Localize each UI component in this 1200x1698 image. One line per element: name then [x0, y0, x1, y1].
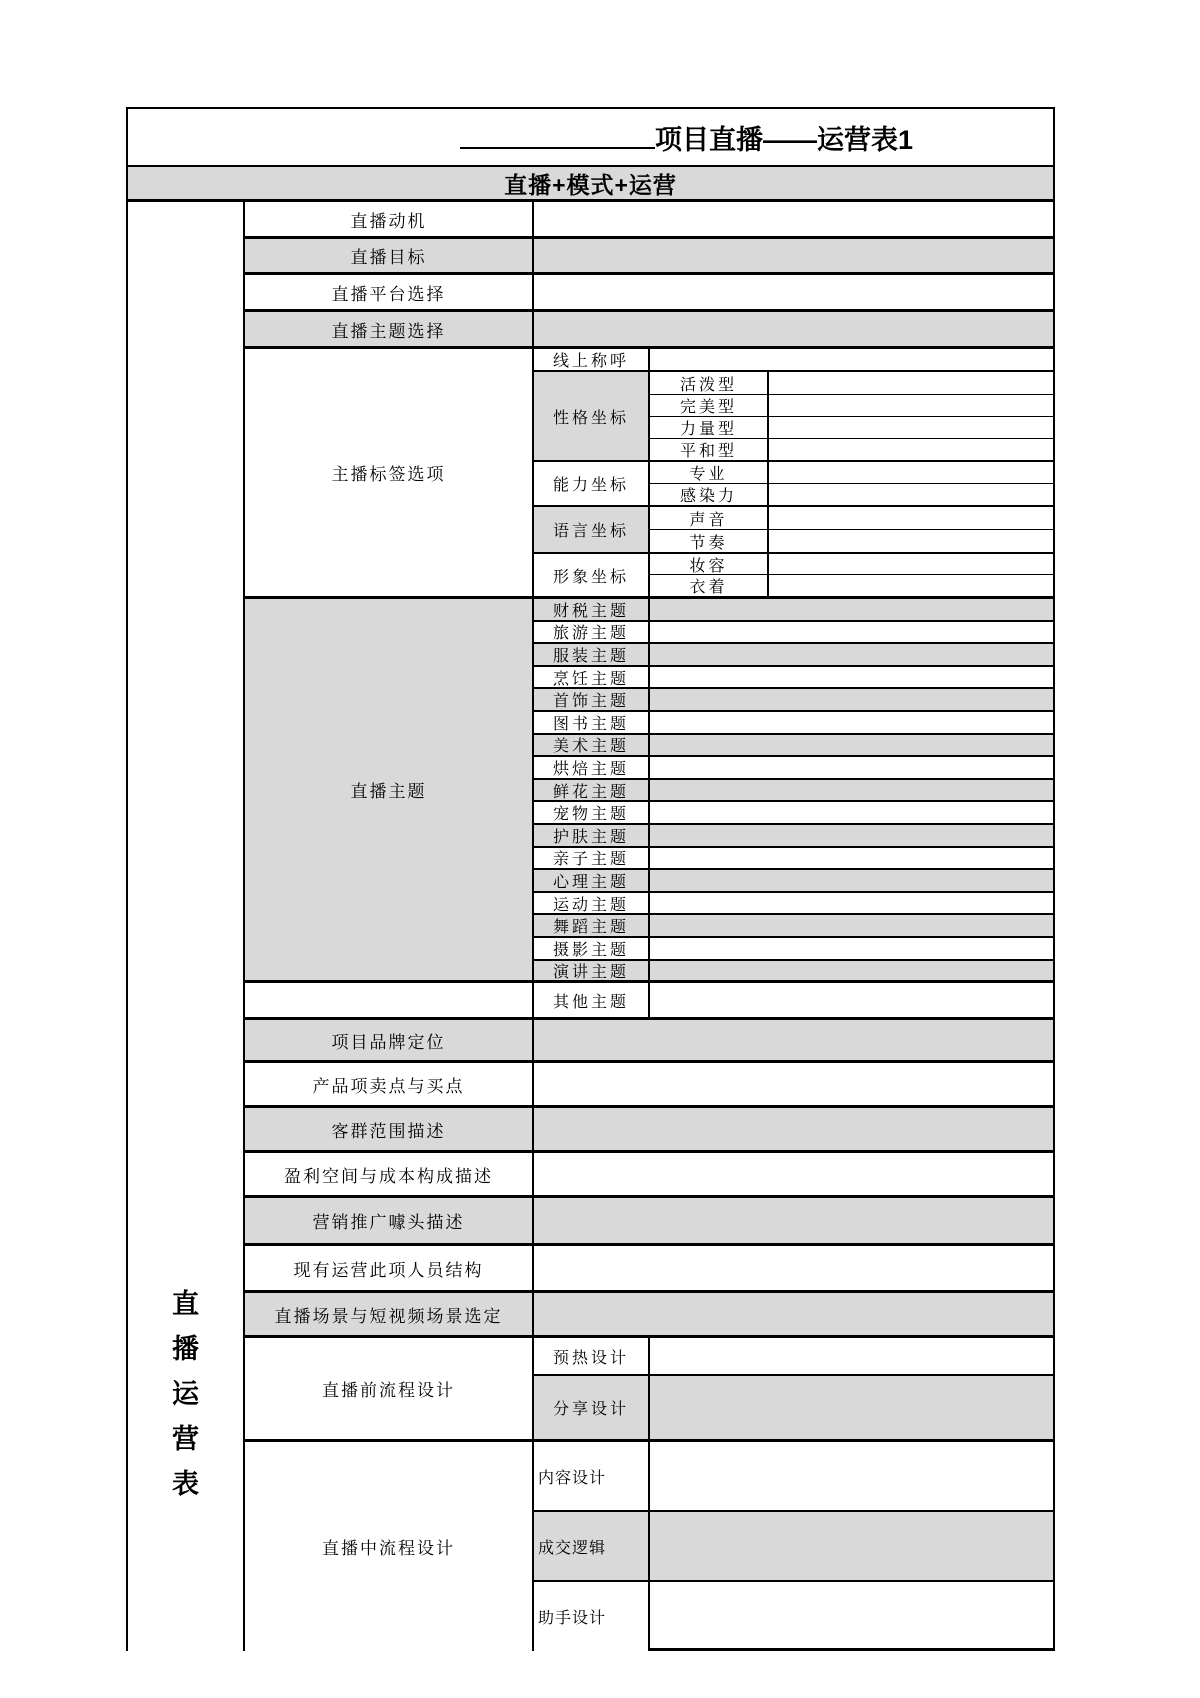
row-value-cell — [534, 1020, 1055, 1063]
row-value-cell — [650, 825, 1055, 848]
theme-label: 运动主题 — [534, 893, 650, 916]
table-row — [534, 825, 1055, 848]
row-label: 直播动机 — [245, 202, 534, 239]
row-value-cell — [650, 1442, 1055, 1512]
table-row — [245, 1153, 1055, 1198]
sub-label: 内容设计 — [534, 1442, 650, 1512]
table-row — [650, 507, 1055, 530]
row-value-cell — [650, 599, 1055, 622]
theme-label: 宠物主题 — [534, 802, 650, 825]
side-vertical-label-char: 运 — [172, 1379, 199, 1409]
table-row — [534, 507, 1055, 554]
table-row — [534, 349, 1055, 372]
row-value-cell — [534, 1246, 1055, 1293]
side-vertical-label-char: 营 — [172, 1424, 199, 1454]
row-value-cell — [650, 1582, 1055, 1651]
theme-label: 演讲主题 — [534, 961, 650, 984]
side-column — [128, 202, 245, 1651]
block-label: 直播前流程设计 — [245, 1338, 534, 1442]
table-row — [650, 484, 1055, 507]
table-row — [245, 349, 1055, 599]
row-value-cell — [650, 893, 1055, 916]
row-label: 直播目标 — [245, 239, 534, 275]
table-row — [245, 983, 1055, 1020]
block-label: 直播主题 — [245, 599, 534, 983]
table-row — [245, 1246, 1055, 1293]
table-row — [534, 961, 1055, 984]
row-label: 直播场景与短视频场景选定 — [245, 1293, 534, 1338]
table-row — [534, 915, 1055, 938]
table-row — [534, 735, 1055, 758]
sub-rows — [534, 1442, 1055, 1651]
row-value-cell — [534, 275, 1055, 312]
table-row — [245, 1063, 1055, 1108]
row-value-cell — [650, 349, 1055, 372]
table-main-column — [245, 202, 1055, 1651]
row-label: 项目品牌定位 — [245, 1020, 534, 1063]
table-row — [534, 893, 1055, 916]
section-banner — [128, 167, 1055, 202]
table-row — [245, 1020, 1055, 1063]
theme-rows — [534, 599, 1055, 983]
table-row — [534, 1442, 1055, 1512]
sub-label: 成交逻辑 — [534, 1512, 650, 1582]
row-label: 盈利空间与成本构成描述 — [245, 1153, 534, 1198]
table-row — [534, 802, 1055, 825]
spacer-cell — [245, 983, 534, 1020]
group-items — [650, 372, 1055, 462]
operations-form-table — [126, 107, 1055, 1651]
item-label: 完美型 — [650, 395, 769, 417]
row-value-cell — [534, 1063, 1055, 1108]
row-value-cell — [769, 395, 1055, 417]
row-value-cell — [650, 938, 1055, 961]
group-items — [650, 507, 1055, 554]
table-row — [650, 372, 1055, 395]
table-row — [534, 712, 1055, 735]
group-label: 性格坐标 — [534, 372, 650, 462]
row-value-cell — [534, 1153, 1055, 1198]
theme-label: 图书主题 — [534, 712, 650, 735]
document-title — [460, 118, 913, 157]
table-row — [534, 1338, 1055, 1376]
block-label: 直播中流程设计 — [245, 1442, 534, 1651]
sub-label: 助手设计 — [534, 1582, 650, 1651]
group-label: 形象坐标 — [534, 554, 650, 599]
item-label: 力量型 — [650, 417, 769, 439]
table-row — [245, 202, 1055, 239]
group-label: 语言坐标 — [534, 507, 650, 554]
theme-label: 摄影主题 — [534, 938, 650, 961]
title-blank-underline — [460, 147, 655, 149]
item-label: 感染力 — [650, 484, 769, 507]
side-vertical-label-char: 播 — [172, 1334, 199, 1364]
table-row — [245, 1198, 1055, 1246]
row-value-cell — [534, 1108, 1055, 1153]
row-value-cell — [534, 1198, 1055, 1246]
theme-label: 烹饪主题 — [534, 667, 650, 690]
item-label: 专业 — [650, 462, 769, 484]
table-row — [534, 1512, 1055, 1582]
theme-label: 烘焙主题 — [534, 757, 650, 780]
row-label: 产品项卖点与买点 — [245, 1063, 534, 1108]
row-value-cell — [769, 439, 1055, 462]
row-value-cell — [769, 484, 1055, 507]
row-value-cell — [650, 1376, 1055, 1442]
row-value-cell — [769, 554, 1055, 575]
theme-label: 旅游主题 — [534, 622, 650, 645]
page-title: 项目直播——运营表1 — [654, 124, 914, 155]
row-value-cell — [650, 780, 1055, 803]
row-value-cell — [650, 983, 1055, 1020]
theme-label: 首饰主题 — [534, 689, 650, 712]
block-label: 主播标签选项 — [245, 349, 534, 599]
item-label: 声音 — [650, 507, 769, 530]
row-value-cell — [650, 667, 1055, 690]
table-row — [534, 1582, 1055, 1651]
item-label: 活泼型 — [650, 372, 769, 395]
table-row — [245, 1442, 1055, 1651]
table-row — [245, 1108, 1055, 1153]
row-value-cell — [534, 312, 1055, 349]
row-value-cell — [650, 1338, 1055, 1376]
theme-label: 舞蹈主题 — [534, 915, 650, 938]
table-row — [245, 599, 1055, 983]
row-value-cell — [650, 848, 1055, 871]
table-row — [534, 870, 1055, 893]
row-value-cell — [650, 712, 1055, 735]
tag-rows — [534, 349, 1055, 599]
row-value-cell — [534, 202, 1055, 239]
row-value-cell — [769, 530, 1055, 554]
table-row — [534, 667, 1055, 690]
row-value-cell — [650, 915, 1055, 938]
row-value-cell — [769, 462, 1055, 484]
table-row — [534, 644, 1055, 667]
item-label: 节奏 — [650, 530, 769, 554]
theme-label: 财税主题 — [534, 599, 650, 622]
table-row — [534, 757, 1055, 780]
row-value-cell — [769, 575, 1055, 599]
row-value-cell — [650, 1512, 1055, 1582]
table-row — [650, 439, 1055, 462]
document-title-row — [128, 109, 1055, 167]
item-label: 平和型 — [650, 439, 769, 462]
theme-label: 服装主题 — [534, 644, 650, 667]
row-value-cell — [534, 1293, 1055, 1338]
table-row — [650, 462, 1055, 484]
theme-label: 鲜花主题 — [534, 780, 650, 803]
row-value-cell — [769, 417, 1055, 439]
row-value-cell — [769, 372, 1055, 395]
row-label: 营销推广噱头描述 — [245, 1198, 534, 1246]
sub-label: 预热设计 — [534, 1338, 650, 1376]
side-vertical-label — [128, 1282, 243, 1507]
row-value-cell — [650, 870, 1055, 893]
table-row — [650, 554, 1055, 575]
group-items — [650, 462, 1055, 507]
row-value-cell — [650, 735, 1055, 758]
table-row — [650, 395, 1055, 417]
table-row — [534, 599, 1055, 622]
row-label: 客群范围描述 — [245, 1108, 534, 1153]
row-label: 现有运营此项人员结构 — [245, 1246, 534, 1293]
sub-label: 线上称呼 — [534, 349, 650, 372]
group-label: 能力坐标 — [534, 462, 650, 507]
row-value-cell — [650, 689, 1055, 712]
table-row — [245, 1338, 1055, 1442]
item-label: 衣着 — [650, 575, 769, 599]
table-row — [534, 372, 1055, 462]
section-banner-label: 直播+模式+运营 — [504, 171, 677, 198]
table-row — [650, 530, 1055, 554]
table-body — [128, 202, 1055, 1651]
theme-label: 亲子主题 — [534, 848, 650, 871]
table-row — [534, 1376, 1055, 1442]
row-value-cell — [650, 644, 1055, 667]
table-row — [534, 938, 1055, 961]
table-row — [534, 780, 1055, 803]
side-vertical-label-char: 表 — [172, 1469, 199, 1499]
row-value-cell — [650, 757, 1055, 780]
row-value-cell — [769, 507, 1055, 530]
item-label: 妆容 — [650, 554, 769, 575]
table-row — [245, 1293, 1055, 1338]
sub-label: 其他主题 — [534, 983, 650, 1020]
table-row — [245, 312, 1055, 349]
group-items — [650, 554, 1055, 599]
table-row — [534, 848, 1055, 871]
theme-label: 美术主题 — [534, 735, 650, 758]
sub-label: 分享设计 — [534, 1376, 650, 1442]
row-label: 直播主题选择 — [245, 312, 534, 349]
table-row — [245, 275, 1055, 312]
table-row — [650, 575, 1055, 599]
table-row — [245, 239, 1055, 275]
row-value-cell — [534, 239, 1055, 275]
table-row — [650, 417, 1055, 439]
table-row — [534, 689, 1055, 712]
theme-label: 心理主题 — [534, 870, 650, 893]
side-vertical-label-char: 直 — [172, 1289, 199, 1319]
row-value-cell — [650, 802, 1055, 825]
row-label: 直播平台选择 — [245, 275, 534, 312]
table-row — [534, 554, 1055, 599]
table-row — [534, 462, 1055, 507]
sub-rows — [534, 1338, 1055, 1442]
table-row — [534, 622, 1055, 645]
row-value-cell — [650, 622, 1055, 645]
row-value-cell — [650, 961, 1055, 984]
theme-label: 护肤主题 — [534, 825, 650, 848]
